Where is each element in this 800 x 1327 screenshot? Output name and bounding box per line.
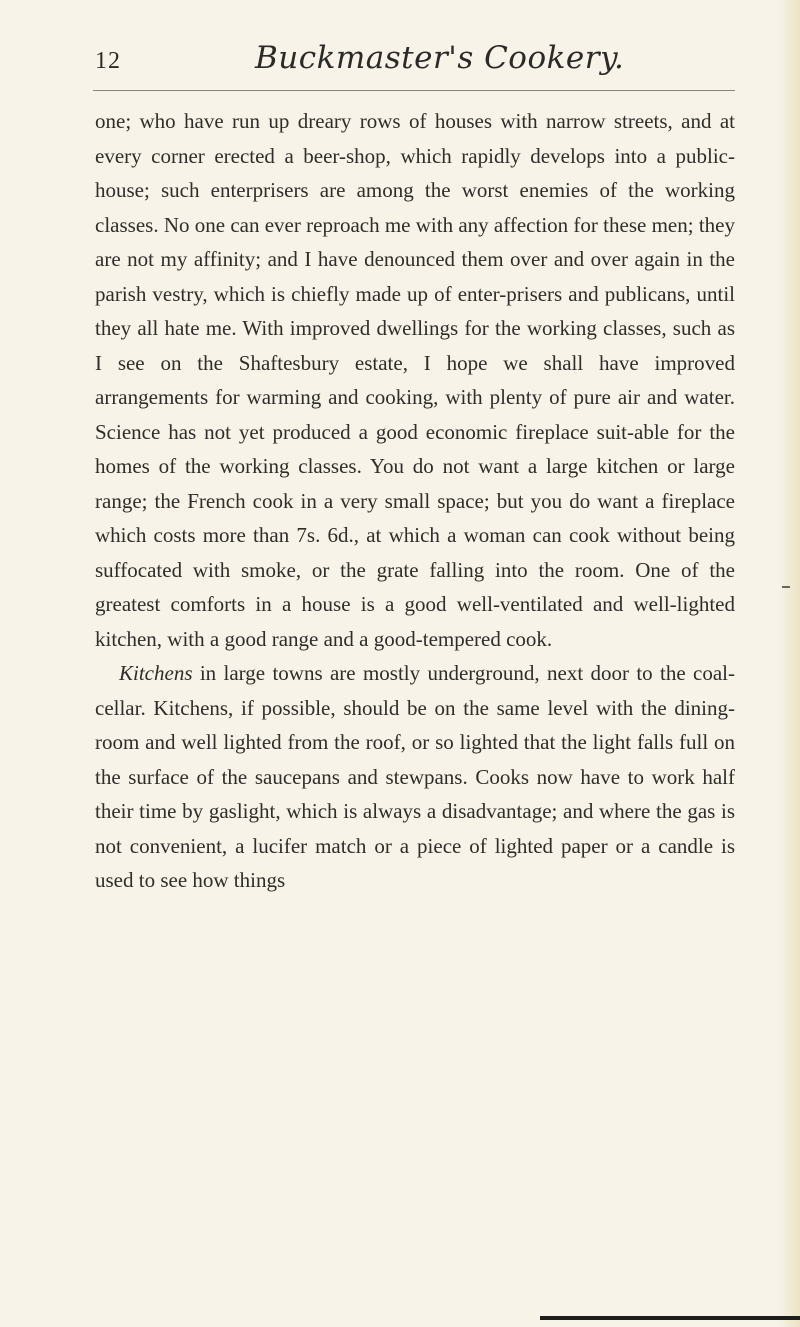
running-title: Buckmaster's Cookery.	[255, 40, 625, 76]
bottom-rule	[540, 1316, 800, 1320]
paragraph-2	[95, 656, 735, 898]
paragraph-2-lead-term: Kitchens	[119, 661, 193, 685]
body-text	[95, 104, 735, 898]
page-header	[95, 40, 735, 82]
page-edge-shading	[778, 0, 800, 1327]
page-number: 12	[95, 48, 121, 74]
margin-mark	[782, 586, 790, 588]
header-rule	[93, 90, 735, 91]
paragraph-1: one; who have run up dreary rows of houses with narrow streets, and at every corner erected a beer-shop, which rapidly develops into a public-house; such enterprisers are among the worst enemies of the working classes. No one can ever reproach me with any affection for these men; they are not my affinity; and I have denounced them over and over again in the parish vestry, which is chiefly made up of enter-prisers and publicans, until they all hate me. With improved dwellings for the working classes, such as I see on the Shaftesbury estate, I hope we shall have improved arrangements for warming and cooking, with plenty of pure air and water. Science has not yet produced a good economic fireplace suit-able for the homes of the working classes. You do not want a large kitchen or large range; the French cook in a very small space; but you do want a fireplace which costs more than 7s. 6d., at which a woman can cook without being suffocated with smoke, or the grate falling into the room. One of the greatest comforts in a house is a good well-ventilated and well-lighted kitchen, with a good range and a good-tempered cook.	[95, 109, 735, 651]
paragraph-2-text: in large towns are mostly underground, next door to the coal-cellar. Kitchens, if possible, should be on the same level with the dining-room and well lighted from the roof, or so lighted that the light falls full on the surface of the saucepans and stewpans. Cooks now have to work half their time by gaslight, which is always a disadvantage; and where the gas is not convenient, a lucifer match or a piece of lighted paper or a candle is used to see how things	[95, 661, 735, 892]
